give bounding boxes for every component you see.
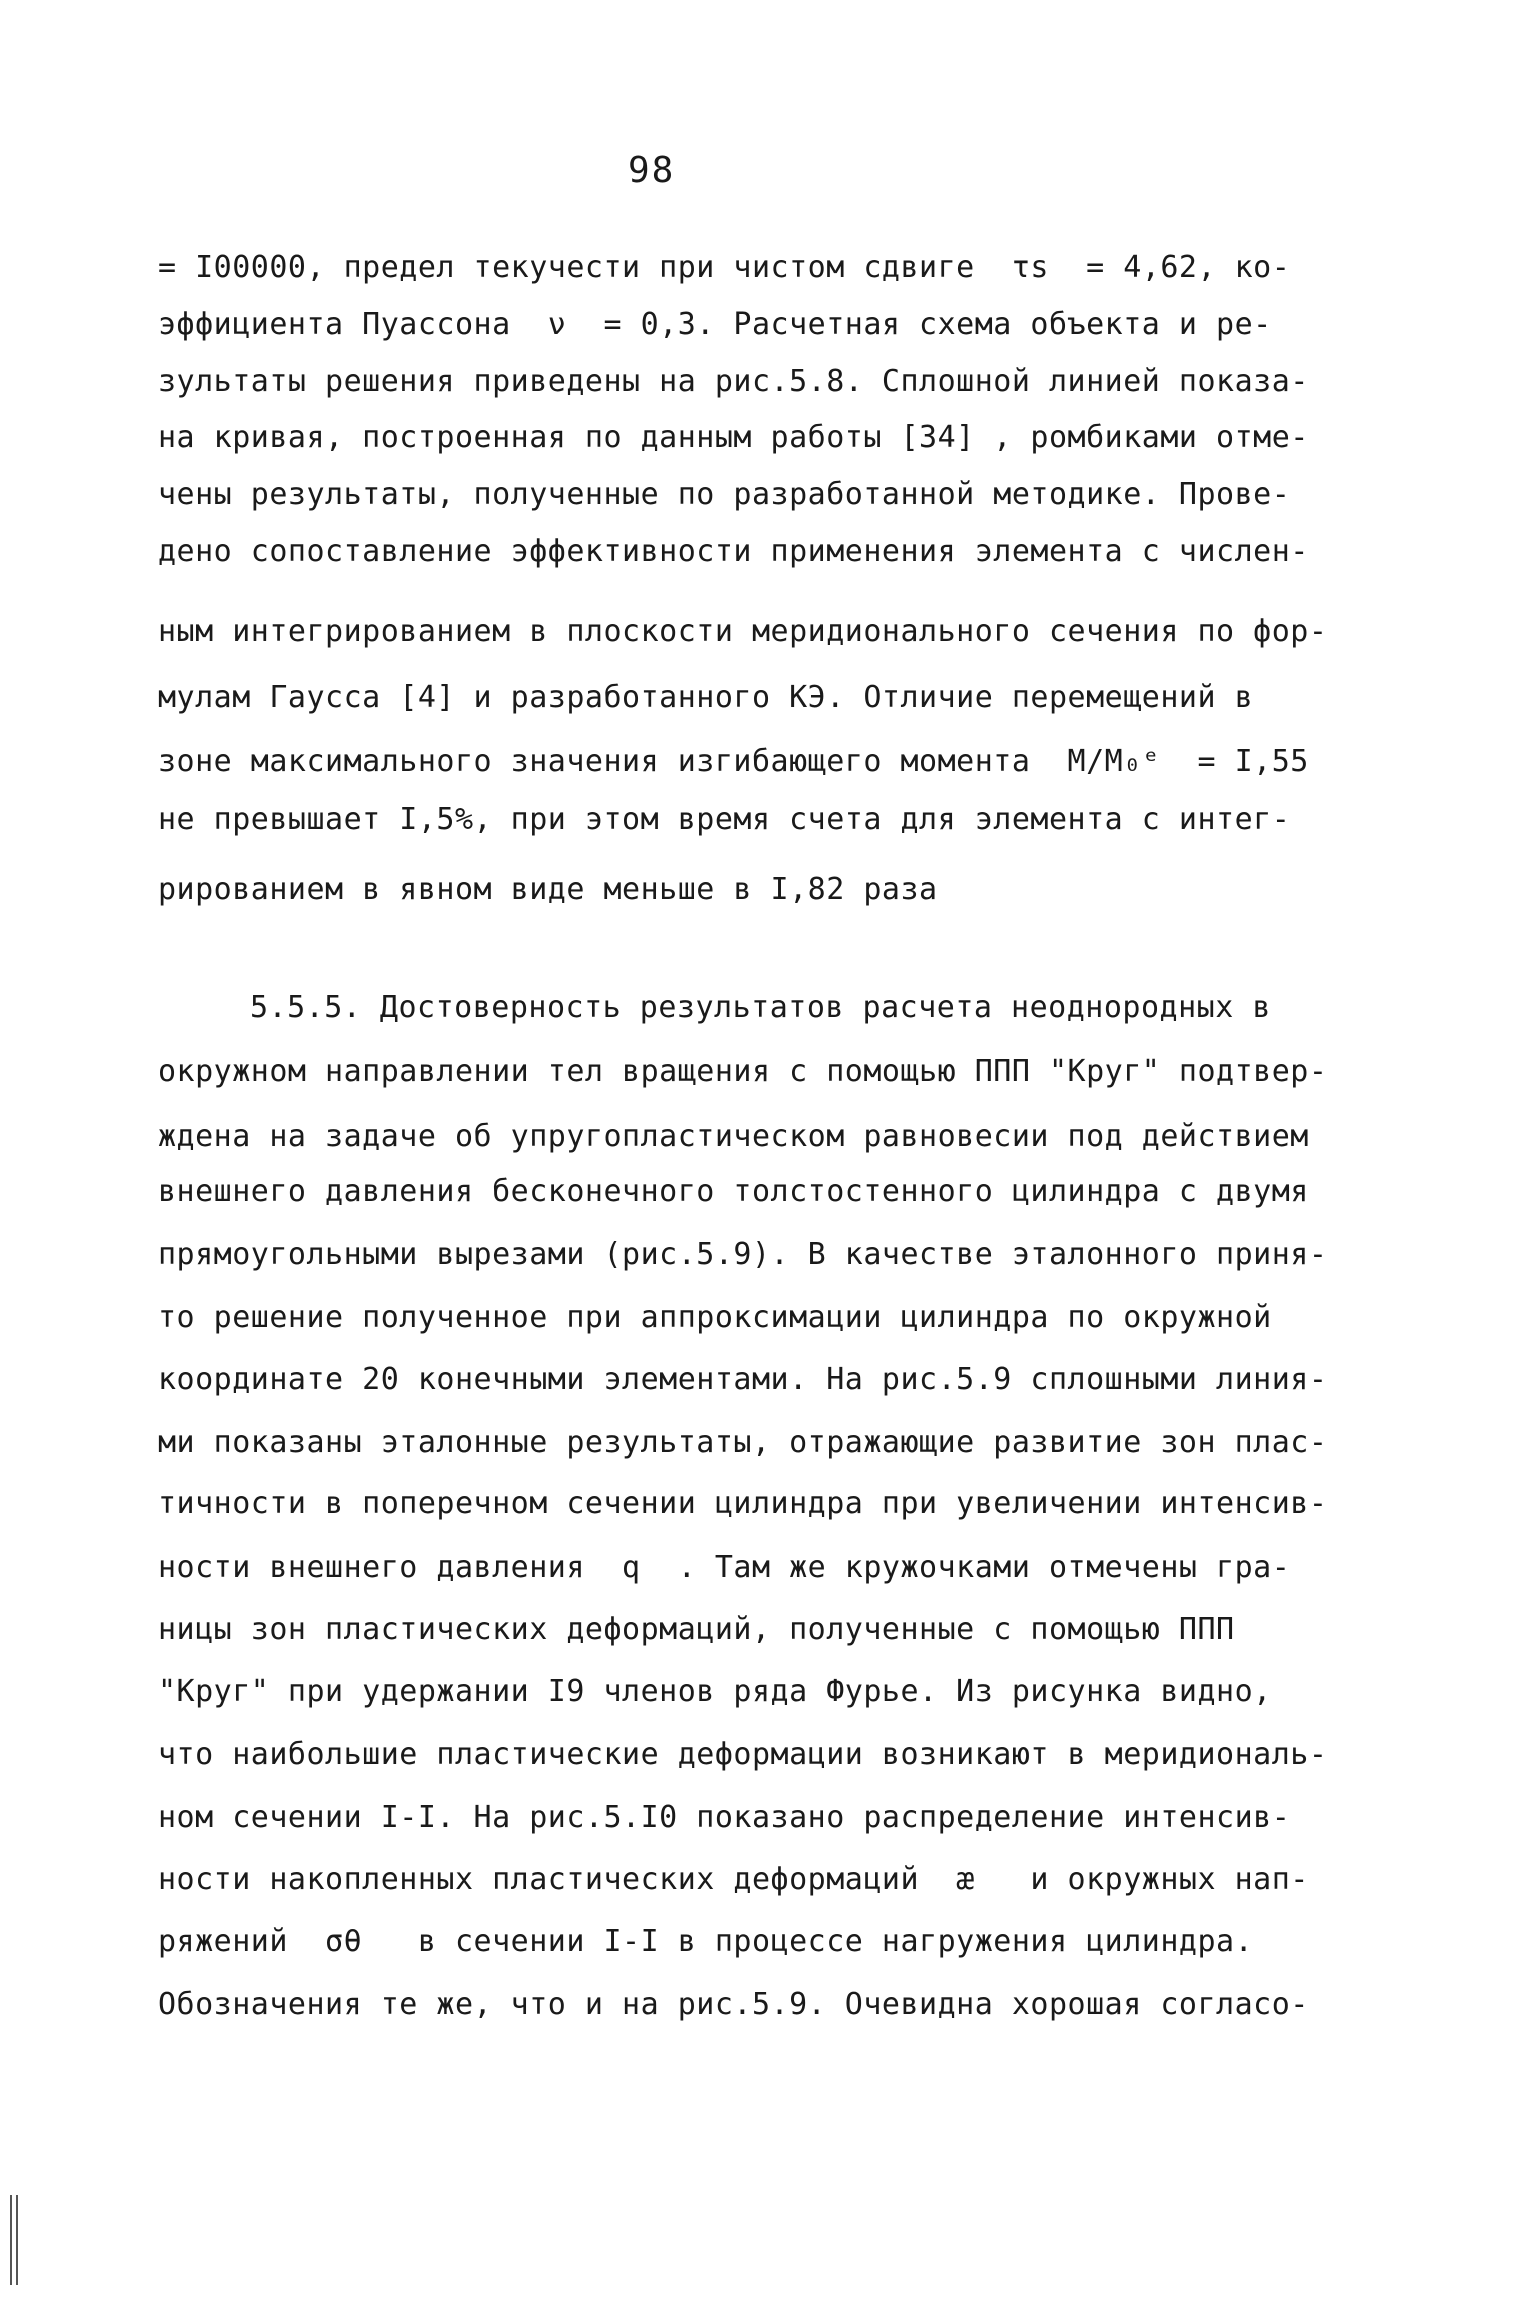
scan-edge-mark	[10, 2195, 12, 2285]
text-line: ждена на задаче об упругопластическом равновесии под действием	[158, 1119, 1309, 1154]
text-line: то решение полученное при аппроксимации цилиндра по окружной	[158, 1300, 1272, 1335]
text-line: не превышает I,5%, при этом время счета для элемента с интег-	[158, 802, 1291, 837]
text-line: ми показаны эталонные результаты, отражающие развитие зон плас-	[158, 1425, 1328, 1460]
text-line: Обозначения те же, что и на рис.5.9. Очевидна хорошая согласо-	[158, 1987, 1309, 2022]
text-line: внешнего давления бесконечного толстостенного цилиндра с двумя	[158, 1174, 1309, 1209]
text-line: окружном направлении тел вращения с помощью ППП "Круг" подтвер-	[158, 1054, 1328, 1089]
text-line: рированием в явном виде меньше в I,82 раза	[158, 872, 938, 907]
text-line: ном сечении I-I. На рис.5.I0 показано распределение интенсив-	[158, 1800, 1291, 1835]
text-line: что наибольшие пластические деформации возникают в меридиональ-	[158, 1737, 1328, 1772]
text-line: эффициента Пуассона ν = 0,3. Расчетная схема объекта и ре-	[158, 307, 1272, 342]
scan-edge-mark	[16, 2195, 18, 2285]
text-line: координате 20 конечными элементами. На рис.5.9 сплошными линия-	[158, 1362, 1328, 1397]
text-line: на кривая, построенная по данным работы [34] , ромбиками отме-	[158, 420, 1309, 455]
text-line: ности внешнего давления q . Там же кружочками отмечены гра-	[158, 1550, 1291, 1585]
text-line: ницы зон пластических деформаций, полученные с помощью ППП	[158, 1612, 1235, 1647]
text-line: ряжений σθ в сечении I-I в процессе нагружения цилиндра.	[158, 1924, 1254, 1959]
text-line: мулам Гаусса [4] и разработанного КЭ. Отличие перемещений в	[158, 680, 1254, 715]
text-line: зультаты решения приведены на рис.5.8. Сплошной линией показа-	[158, 364, 1309, 399]
text-line: чены результаты, полученные по разработанной методике. Прове-	[158, 477, 1291, 512]
text-line: "Круг" при удержании I9 членов ряда Фурье. Из рисунка видно,	[158, 1674, 1272, 1709]
text-line: зоне максимального значения изгибающего момента M/M₀ᵉ = I,55	[158, 744, 1309, 779]
text-line: = I00000, предел текучести при чистом сдвиге τs = 4,62, ко-	[158, 250, 1291, 285]
text-line: прямоугольными вырезами (рис.5.9). В качестве эталонного приня-	[158, 1237, 1328, 1272]
text-line: дено сопоставление эффективности применения элемента с числен-	[158, 534, 1309, 569]
text-line: тичности в поперечном сечении цилиндра при увеличении интенсив-	[158, 1486, 1328, 1521]
page-number: 98	[628, 150, 676, 191]
text-line: ности накопленных пластических деформаций æ и окружных нап-	[158, 1862, 1309, 1897]
text-line: 5.5.5. Достоверность результатов расчета неоднородных в	[250, 990, 1271, 1025]
text-line: ным интегрированием в плоскости меридионального сечения по фор-	[158, 614, 1328, 649]
